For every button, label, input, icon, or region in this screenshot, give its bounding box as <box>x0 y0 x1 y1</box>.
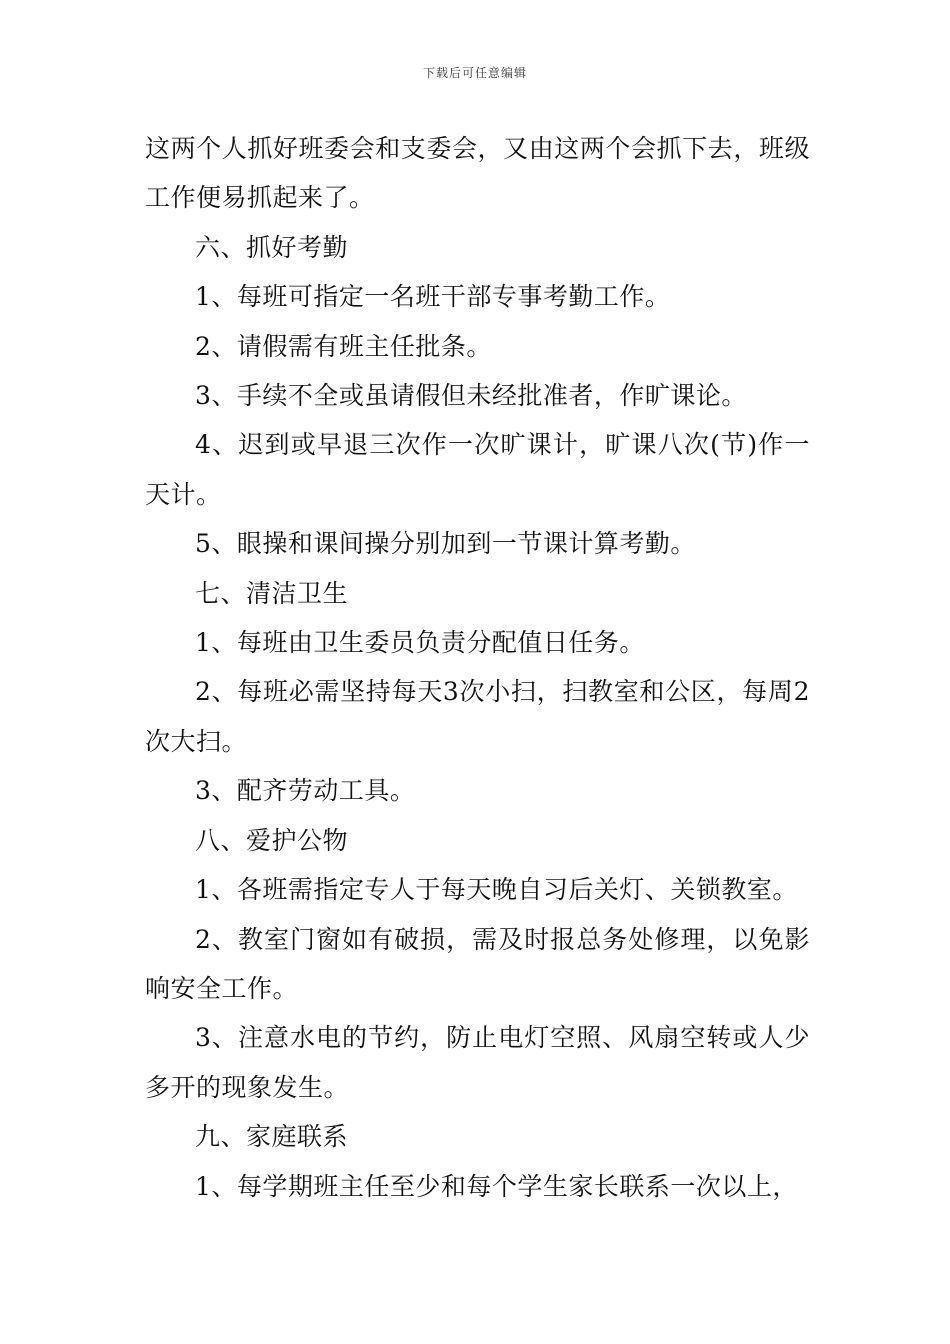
section-heading-public-property: 八、爱护公物 <box>195 825 349 855</box>
paragraph: 4、迟到或早退三次作一次旷课计，旷课八次(节)作一天计。 <box>145 430 810 509</box>
paragraph: 1、每班由卫生委员负责分配值日任务。 <box>195 628 645 658</box>
paragraph: 2、请假需有班主任批条。 <box>195 331 492 361</box>
paragraph: 这两个人抓好班委会和支委会，又由这两个会抓下去，班级工作便易抓起来了。 <box>145 134 810 213</box>
paragraph: 1、每班可指定一名班干部专事考勤工作。 <box>195 282 671 312</box>
section-heading-attendance: 六、抓好考勤 <box>195 232 349 262</box>
paragraph: 1、每学期班主任至少和每个学生家长联系一次以上， <box>195 1171 798 1201</box>
section-heading-family-contact: 九、家庭联系 <box>195 1122 349 1152</box>
paragraph: 3、配齐劳动工具。 <box>195 776 416 806</box>
paragraph: 2、教室门窗如有破损，需及时报总务处修理，以免影响安全工作。 <box>145 924 810 1003</box>
page-header-note: 下载后可任意编辑 <box>422 66 527 80</box>
paragraph: 1、各班需指定专人于每天晚自习后关灯、关锁教室。 <box>195 875 798 905</box>
paragraph: 5、眼操和课间操分别加到一节课计算考勤。 <box>195 529 696 559</box>
paragraph: 3、注意水电的节约，防止电灯空照、风扇空转或人少多开的现象发生。 <box>145 1023 810 1102</box>
section-heading-cleaning: 七、清洁卫生 <box>195 578 349 608</box>
document-body <box>145 124 810 1211</box>
paragraph: 2、每班必需坚持每天3次小扫，扫教室和公区，每周2次大扫。 <box>145 677 810 756</box>
paragraph: 3、手续不全或虽请假但未经批准者，作旷课论。 <box>195 381 747 411</box>
